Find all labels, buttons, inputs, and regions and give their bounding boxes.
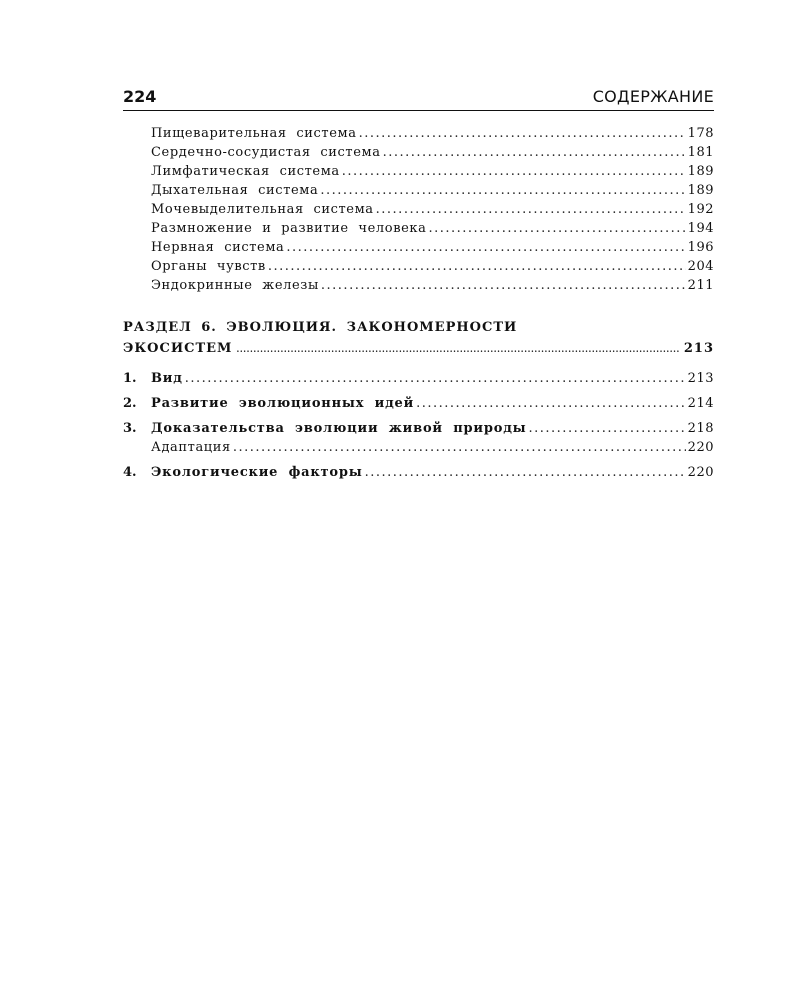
dot-leader bbox=[236, 339, 679, 360]
toc-entry-page: 194 bbox=[687, 221, 714, 236]
toc-entry-title: Нервная система bbox=[151, 240, 285, 255]
toc-entry-lymphatic bbox=[123, 162, 714, 181]
toc-entry-page: 181 bbox=[687, 145, 714, 160]
toc-entry-page: 192 bbox=[687, 202, 714, 217]
toc-entry-page: 204 bbox=[687, 259, 714, 274]
toc-entry-title: Мочевыделительная система bbox=[151, 202, 374, 217]
toc-entry-page: 189 bbox=[687, 164, 714, 179]
toc-entry-title: Адаптация bbox=[151, 440, 231, 455]
toc-entry-title: Органы чувств bbox=[151, 259, 266, 274]
chapter-entry-4 bbox=[123, 463, 714, 482]
section-page: 213 bbox=[683, 341, 714, 356]
chapter-page: 213 bbox=[687, 371, 714, 386]
dot-leader bbox=[376, 200, 686, 219]
dot-leader bbox=[268, 257, 686, 276]
toc-entry-page: 220 bbox=[687, 440, 714, 455]
chapter-title: Вид bbox=[151, 371, 183, 386]
chapter-number: 1. bbox=[123, 371, 137, 386]
dot-leader bbox=[416, 394, 686, 413]
chapter-title: Доказательства эволюции живой природы bbox=[151, 421, 527, 436]
header-rule bbox=[123, 110, 714, 111]
toc-entry-title: Сердечно-сосудистая система bbox=[151, 145, 381, 160]
toc-entry-endocrine bbox=[123, 276, 714, 295]
toc-entry-excretory bbox=[123, 200, 714, 219]
toc-entry-nervous bbox=[123, 238, 714, 257]
section-title: РАЗДЕЛ 6. ЭВОЛЮЦИЯ. ЗАКОНОМЕРНОСТИ bbox=[123, 320, 518, 335]
toc-entry-senses bbox=[123, 257, 714, 276]
toc-entry-page: 211 bbox=[687, 278, 714, 293]
toc-entry-title: Дыхательная система bbox=[151, 183, 319, 198]
toc-entry-respiratory bbox=[123, 181, 714, 200]
dot-leader bbox=[342, 162, 686, 181]
dot-leader bbox=[428, 219, 685, 238]
chapter-title: Развитие эволюционных идей bbox=[151, 396, 415, 411]
chapter-entry-1 bbox=[123, 369, 714, 388]
dot-leader bbox=[233, 438, 686, 457]
toc-entry-title: Лимфатическая система bbox=[151, 164, 340, 179]
chapter-number: 4. bbox=[123, 465, 137, 480]
toc-entry-cardiovascular bbox=[123, 143, 714, 162]
section-title-line2: ЭКОСИСТЕМ bbox=[123, 341, 233, 356]
toc-entry-title: Пищеварительная система bbox=[151, 126, 357, 141]
toc-entry-page: 196 bbox=[687, 240, 714, 255]
toc-entry-page: 189 bbox=[687, 183, 714, 198]
chapter-page: 220 bbox=[687, 465, 714, 480]
dot-leader bbox=[321, 276, 686, 295]
chapter-page: 214 bbox=[687, 396, 714, 411]
toc-entry-adaptation bbox=[123, 438, 714, 457]
page-number: 224 bbox=[123, 87, 157, 106]
chapter-number: 2. bbox=[123, 396, 137, 411]
chapter-entry-3 bbox=[123, 419, 714, 438]
dot-leader bbox=[286, 238, 685, 257]
table-of-contents bbox=[123, 124, 714, 482]
dot-leader bbox=[320, 181, 685, 200]
dot-leader bbox=[383, 143, 686, 162]
section-title-continued bbox=[123, 338, 714, 359]
chapter-number: 3. bbox=[123, 421, 137, 436]
toc-entry-digestive bbox=[123, 124, 714, 143]
dot-leader bbox=[529, 419, 686, 438]
toc-entry-title: Размножение и развитие человека bbox=[151, 221, 427, 236]
running-title: СОДЕРЖАНИЕ bbox=[592, 87, 714, 106]
dot-leader bbox=[185, 369, 686, 388]
chapter-entry-2 bbox=[123, 394, 714, 413]
spacer bbox=[123, 359, 714, 369]
toc-entry-title: Эндокринные железы bbox=[151, 278, 319, 293]
chapter-title: Экологические факторы bbox=[151, 465, 363, 480]
dot-leader bbox=[359, 124, 686, 143]
toc-entry-page: 178 bbox=[687, 126, 714, 141]
running-head bbox=[123, 86, 714, 108]
dot-leader bbox=[365, 463, 686, 482]
toc-entry-reproduction bbox=[123, 219, 714, 238]
chapter-page: 218 bbox=[687, 421, 714, 436]
